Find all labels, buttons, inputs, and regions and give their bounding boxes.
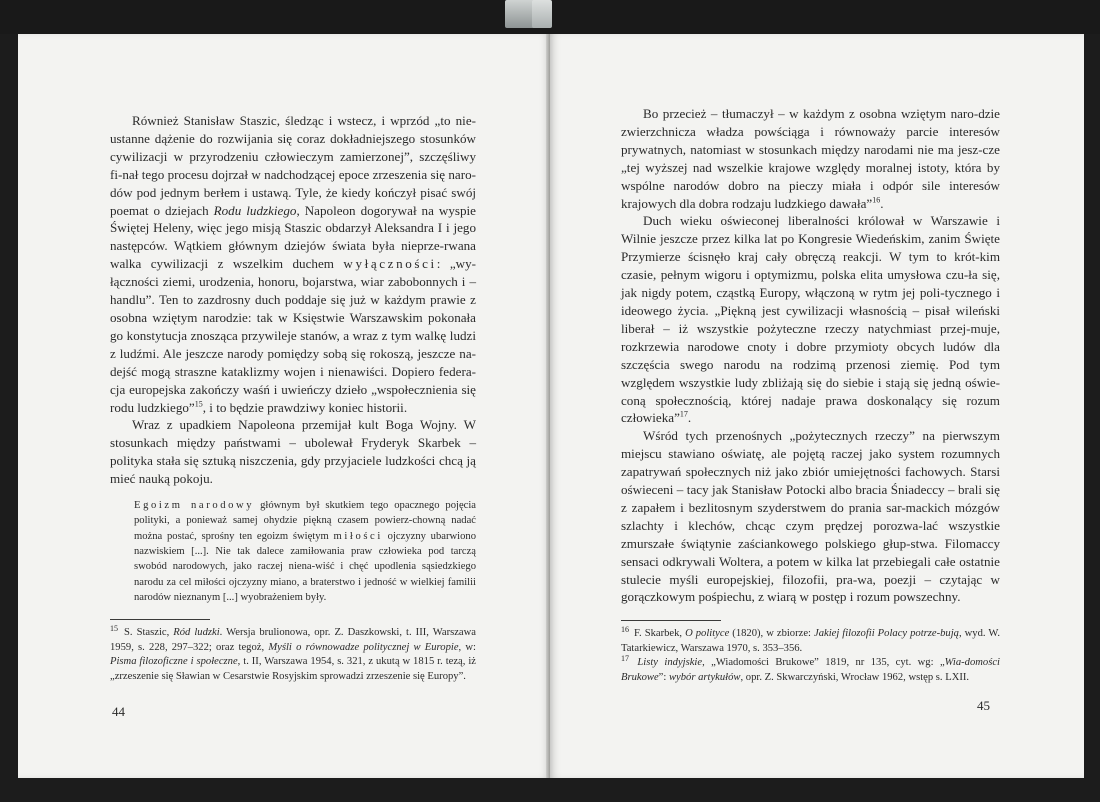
footnote-number: 17 — [621, 653, 629, 663]
left-text-column — [110, 112, 476, 684]
footnote-number: 16 — [621, 624, 629, 634]
text-run: S. Staszic, — [120, 627, 174, 639]
paragraph — [621, 212, 1000, 427]
scanner-clip-highlight — [532, 0, 552, 28]
block-quote — [134, 498, 476, 605]
footnote-ref: 15 — [194, 399, 203, 409]
spaced-emphasis: Egoizm narodowy — [134, 500, 255, 512]
text-run: . — [687, 410, 692, 426]
italic-title: O polityce — [685, 628, 730, 640]
text-run: , „Wiadomości Brukowe” 1819, nr 135, cyt. wg: „ — [702, 657, 945, 669]
text-run: ”: — [658, 671, 669, 683]
footnote — [110, 623, 476, 684]
footnote-divider — [621, 620, 721, 621]
footnote-ref: 17 — [679, 410, 688, 420]
page-number: 45 — [977, 698, 990, 713]
text-run: , i to będzie prawdziwy koniec historii. — [202, 399, 408, 415]
footnote-ref: 16 — [872, 195, 881, 205]
italic-title: Jakiej filozofii Polacy potrze-bują — [814, 628, 959, 640]
italic-title: wybór artykułów — [668, 671, 741, 683]
italic-title: Pisma filozoficzne i społeczne — [110, 656, 238, 668]
footnote-number: 15 — [110, 623, 118, 633]
text-run: Bo przecież – tłumaczył – w każdym z osobna wziętym naro-dzie zwierzchnicza władza powściąga i równoważy parcie interesów prywatnych, natomiast w stosunkach między narodami nie ma jesz-cze „tej wyższej nad wszelkie krajowe względy moralnej istoty, która by wspólne narodów dobro na pieczy miała i odpór sile interesów krajowych dla dobra rodzaju ludzkiego dawała” — [621, 106, 1000, 211]
text-run: , wyd. W. Tatarkiewicz, Warszawa 1970, s. 353–356. — [621, 628, 1001, 654]
text-run: , Napoleon dogorywał na wyspie Świętej Heleny, więc jego misją Staszic obdarzył Aleksandra I i jego następców. Wątkiem głównym dziejów świata była nieprze-rwana walka cywilizacji z wszelkim duchem — [110, 202, 476, 272]
text-run: . — [880, 195, 884, 211]
paragraph: Wśród tych przenośnych „pożytecznych rzeczy” na pierwszym miejscu stawiano oświatę, ale pojętą raczej jako system rozumnych zapatrywań społecznych niż jako zbiór umiejętności fachowych. Starsi oświeceni – tacy jak Stanisław Potocki albo bracia Śniadeccy – brali się z zapałem i bezlitosnym szyderstwem do prania sar-mackich mózgów szlachty i klechów, chcąc czym prędzej porozwa-lać wszystkie zmurszałe świątynie zaściankowego polskiego głup-stwa. Filomaccy sensaci odkrywali Woltera, a potem w kilka lat przebiegali całe ostatnie stulecie myśli europejskiej, filozofii, pra-wa, poezji – czytając w gorączkowym pośpiechu, z wiarą w postęp i rozum powszechny. — [621, 428, 1000, 605]
spaced-emphasis: wyłączności — [343, 256, 437, 272]
right-text-column — [621, 105, 1000, 685]
footnote — [621, 624, 1001, 656]
text-run: . Wersja brulionowa, opr. Z. Daszkowski, t. III, Warszawa 1959, s. 228, 297–322; oraz tegoż, — [110, 627, 476, 653]
paragraph — [110, 112, 476, 416]
italic-title: Ród ludzki — [173, 627, 220, 639]
text-run: , t. II, Warszawa 1954, s. 321, z ukutą w 1815 r. tezą, iż „zrzeszenie się Sławian w Cesarstwie Rosyjskim sprowadzi zrzeszenie się Europy”. — [110, 656, 476, 682]
right-page — [550, 34, 1084, 778]
italic-title: Wia-domości Brukowe — [621, 657, 1000, 683]
italic-title: Myśli o równowadze politycznej w Europie — [268, 641, 459, 653]
text-run: Również Stanisław Staszic, śledząc i wstecz, i wprzód „to nie-ustanne dążenie do rozwijania się coraz dokładniejszego stosunków cywilizacji w przyrodzeniu człowieczym zamierzonej”, szczęśliwy fi-nał tego procesu dojrzał w nadchodzącej epoce zrzeszenia się naro-dów pod jednym berłem i ustawą. Tyle, że kiedy kończył pisać swój poemat o dziejach — [110, 113, 476, 218]
text-run: : „wy-łączności ziemi, urodzenia, honoru, bojarstwa, wiar zabobonnych i – handlu”. Ten to zazdrosny duch poddaje się już w każdym prawie z osobna wziętym narodzie: tak w Księstwie Warszawskim pokonała go konstytucja znosząca przywileje stanów, a wraz z tym walkę ludzi z ludźmi. Ale jeszcze narody pomiędzy sobą się rokoszą, jeszcze na-dejść mogą straszne kataklizmy wojen i nienawiści. Dopiero federa-cja europejska zakończy waśń i uwieńczy dzieło „wspołecznienia się rodu ludzkiego” — [110, 256, 476, 415]
spaced-emphasis: miłości — [333, 530, 383, 542]
paragraph — [621, 105, 1000, 212]
text-run: ojczyzny ubarwiono nazwiskiem [...]. Nie tak dalece zamiłowania praw człowieka pod tarczą swobód narodowych, jako raczej niena-wiść i chęć upodlenia sąsiedzkiego narodu za cel miłości ojczyzny miano, a braterstwo i jedność w wielkiej familii narodów nieznanym [...] wyobrażeniem były. — [134, 530, 476, 603]
text-run: głównym był skutkiem tego opacznego pojęcia polityki, a ponieważ samej ohydzie piękną czasem powierz-chowną nadać można postać, sprośny ten egoizm świętym — [134, 500, 476, 542]
footnote — [621, 653, 1000, 685]
page-number: 44 — [112, 704, 125, 719]
footnote-divider — [110, 619, 210, 620]
text-run: F. Skarbek, — [631, 628, 686, 640]
italic-title: Listy indyjskie — [637, 657, 703, 669]
left-page — [18, 34, 550, 778]
text-run: , opr. Z. Skwarczyński, Wrocław 1962, wstęp s. LXII. — [740, 671, 970, 683]
text-run: (1820), w zbiorze: — [729, 628, 814, 640]
paragraph: Wraz z upadkiem Napoleona przemijał kult Boga Wojny. W stosunkach między państwami – ubolewał Fryderyk Skarbek – polityka stała się sztuką niszczenia, gdy przyjaciele ludzkości chcą ją mieć nauką pokoju. — [110, 417, 476, 487]
text-run: , w: — [458, 641, 476, 653]
italic-title: Rodu ludzkiego — [213, 202, 297, 218]
text-run: Duch wieku oświeconej liberalności królował w Warszawie i Wilnie jeszcze przez kilka lat po Kongresie Wiedeńskim, zanim Święte Przymierze ścisnęło kraj cały obręczą reakcji. W tym to krót-kim czasie, pełnym wigoru i optymizmu, polska elita umysłowa czu-ła się, jak nigdy potem, cząstką Europy, włączoną w rytm jej poli-tycznego i ideowego życia. „Piękną jest cywilizacji własnością – pisał wileński liberał – iż wszystkie pożyteczne rzeczy natychmiast przej-muje, rozkrzewia narodowe cnoty i dobre przymioty obcych ludów dla szczęścia swego narodu na rodzimą przenosi ziemię. Pod tym względem wszystkie ludy zbliżają się do siebie i stają się jedną oświe-coną społecznością, której nadaje prawa doskonalący się rozum człowieka” — [621, 213, 1000, 426]
